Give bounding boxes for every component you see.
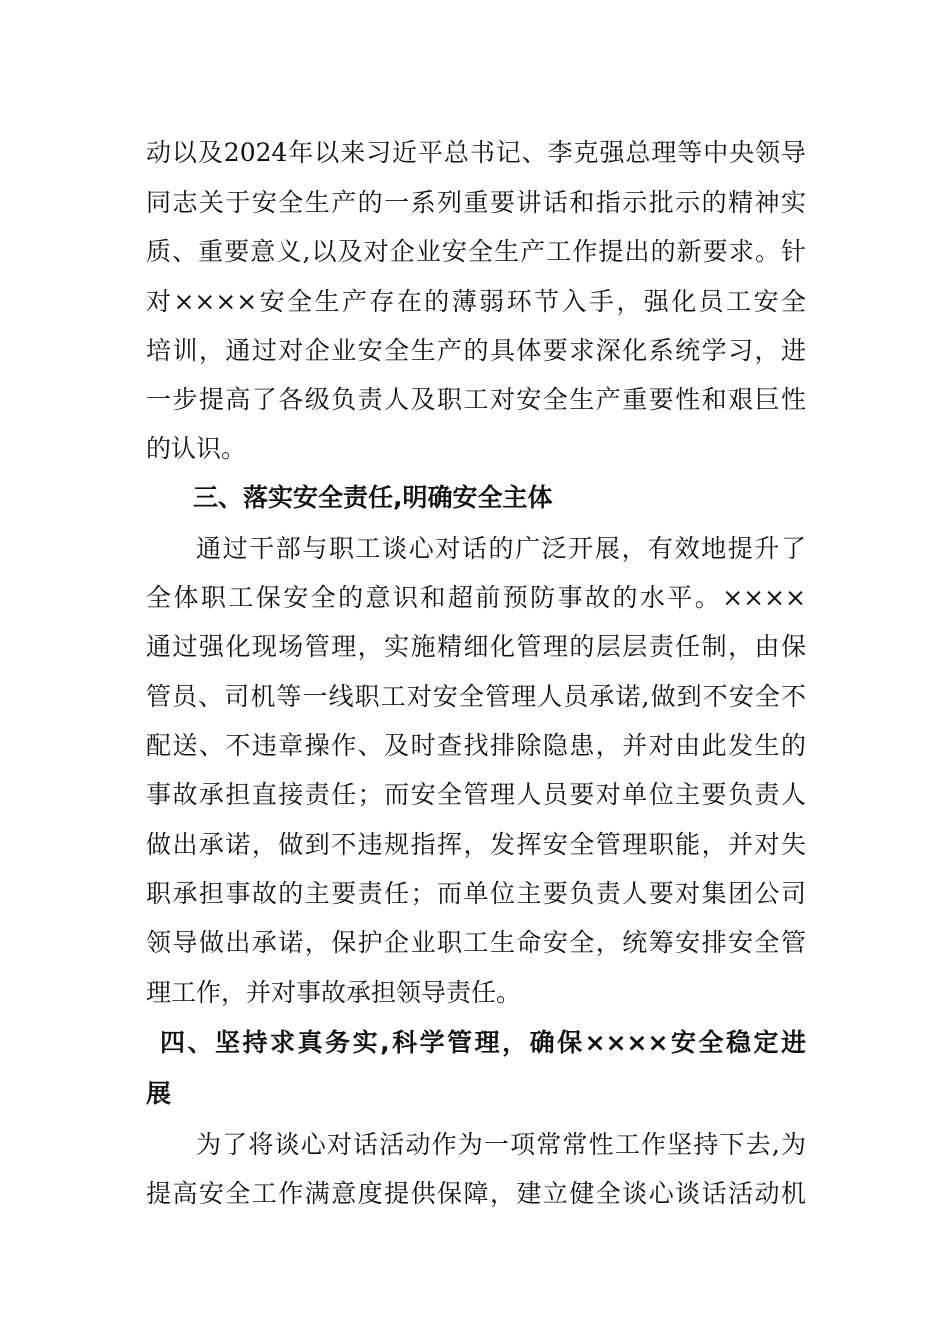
paragraph-line: 质、重要意义,以及对企业安全生产工作提出的新要求。针 xyxy=(146,237,806,266)
paragraph-line: 培训，通过对企业安全生产的具体要求深化系统学习，进 xyxy=(146,336,806,365)
section-heading-4-continued: 展 xyxy=(146,1079,172,1108)
paragraph-line: 通过强化现场管理，实施精细化管理的层层责任制，由保 xyxy=(146,632,806,661)
paragraph-line: 配送、不违章操作、及时查找排除隐患，并对由此发生的 xyxy=(146,731,806,760)
paragraph-line: 同志关于安全生产的一系列重要讲话和指示批示的精神实 xyxy=(146,188,806,217)
paragraph-line: 对××××安全生产存在的薄弱环节入手，强化员工安全 xyxy=(146,287,806,316)
paragraph-line: 动以及2024年以来习近平总书记、李克强总理等中央领导 xyxy=(146,138,806,167)
paragraph-line: 全体职工保安全的意识和超前预防事故的水平。×××× xyxy=(146,583,806,612)
paragraph-line: 事故承担直接责任；而安全管理人员要对单位主要负责人 xyxy=(146,780,806,809)
section-heading-4: 四、坚持求真务实,科学管理，确保××××安全稳定进 xyxy=(160,1028,806,1057)
paragraph-line: 做出承诺，做到不违规指挥，发挥安全管理职能，并对失 xyxy=(146,830,806,859)
section-heading-3: 三、落实安全责任,明确安全主体 xyxy=(193,483,553,512)
paragraph-line: 管员、司机等一线职工对安全管理人员承诺,做到不安全不 xyxy=(146,682,806,711)
paragraph-line: 一步提高了各级负责人及职工对安全生产重要性和艰巨性 xyxy=(146,385,806,414)
paragraph-line: 为了将谈心对话活动作为一项常常性工作坚持下去,为 xyxy=(196,1130,806,1159)
paragraph-line: 理工作，并对事故承担领导责任。 xyxy=(146,978,522,1007)
paragraph-line: 的认识。 xyxy=(146,434,247,463)
paragraph-line: 职承担事故的主要责任；而单位主要负责人要对集团公司 xyxy=(146,879,806,908)
paragraph-line: 提高安全工作满意度提供保障，建立健全谈心谈话活动机 xyxy=(146,1179,806,1208)
paragraph-line: 通过干部与职工谈心对话的广泛开展，有效地提升了 xyxy=(196,534,806,563)
paragraph-line: 领导做出承诺，保护企业职工生命安全，统筹安排安全管 xyxy=(146,928,806,957)
